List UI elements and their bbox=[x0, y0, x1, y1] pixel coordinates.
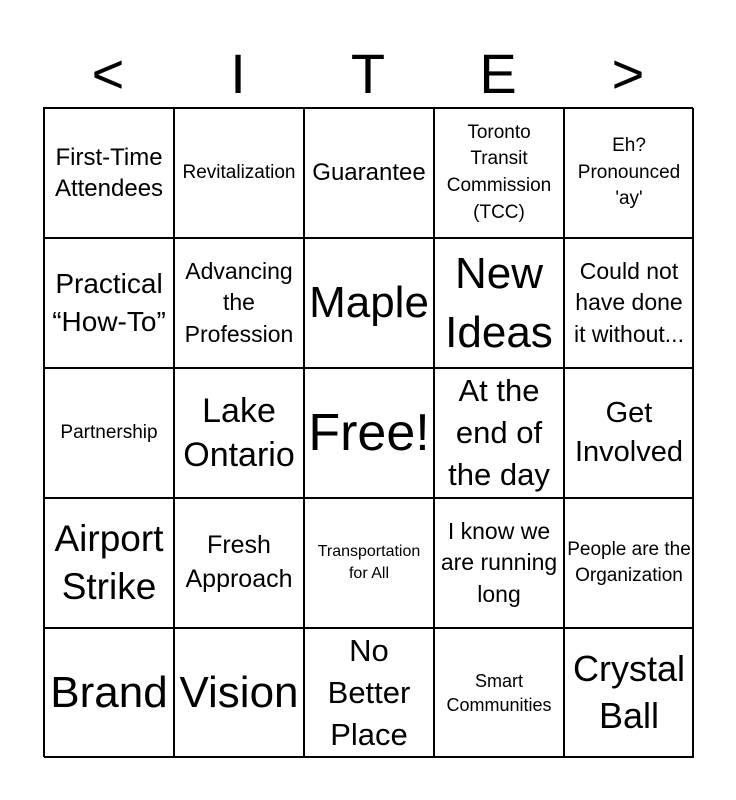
bingo-cell[interactable] bbox=[174, 498, 304, 628]
bingo-cell-label: I know we are running long bbox=[440, 518, 558, 607]
bingo-cell-label: Fresh Approach bbox=[185, 531, 293, 593]
bingo-cell[interactable] bbox=[174, 238, 304, 368]
bingo-cell[interactable] bbox=[564, 498, 694, 628]
bingo-header bbox=[43, 40, 693, 108]
bingo-cell-label: Revitalization bbox=[182, 161, 296, 183]
bingo-cell[interactable] bbox=[174, 628, 304, 758]
bingo-cell-label: At the end of the day bbox=[448, 373, 550, 492]
bingo-cell[interactable] bbox=[304, 628, 434, 758]
bingo-cell[interactable] bbox=[44, 498, 174, 628]
bingo-cell-label: Transportation for All bbox=[317, 542, 421, 582]
bingo-cell[interactable] bbox=[304, 498, 434, 628]
bingo-cell-label: Airport Strike bbox=[54, 517, 164, 607]
bingo-cell[interactable] bbox=[434, 238, 564, 368]
bingo-cell-label: Get Involved bbox=[574, 396, 683, 468]
bingo-cell-label: Practical “How-To” bbox=[52, 268, 166, 337]
bingo-cell[interactable] bbox=[434, 368, 564, 498]
bingo-cell[interactable] bbox=[434, 498, 564, 628]
bingo-cell-label: No Better Place bbox=[327, 633, 411, 752]
bingo-cell-label: Lake Ontario bbox=[183, 391, 295, 474]
bingo-cell[interactable] bbox=[564, 238, 694, 368]
bingo-cell-label: Maple bbox=[309, 277, 429, 327]
bingo-cell[interactable] bbox=[174, 368, 304, 498]
bingo-board bbox=[43, 107, 693, 757]
bingo-cell-label: Crystal Ball bbox=[572, 648, 685, 736]
bingo-cell[interactable] bbox=[304, 238, 434, 368]
bingo-cell[interactable] bbox=[304, 368, 434, 498]
header-letter-5: > bbox=[611, 42, 645, 105]
bingo-cell-label: First-Time Attendees bbox=[54, 143, 164, 202]
bingo-cell[interactable] bbox=[44, 368, 174, 498]
bingo-cell-label: Advancing the Profession bbox=[184, 258, 294, 347]
bingo-cell-label: Could not have done it without... bbox=[574, 258, 684, 347]
bingo-cell[interactable] bbox=[174, 108, 304, 238]
header-letter-1: < bbox=[91, 42, 125, 105]
header-letter-4: E bbox=[479, 42, 517, 105]
bingo-cell-label: New Ideas bbox=[445, 248, 553, 357]
bingo-cell[interactable] bbox=[564, 108, 694, 238]
bingo-cell-label: Free! bbox=[308, 403, 430, 462]
bingo-cell[interactable] bbox=[44, 238, 174, 368]
bingo-cell[interactable] bbox=[44, 628, 174, 758]
bingo-cell[interactable] bbox=[564, 368, 694, 498]
bingo-cell[interactable] bbox=[434, 628, 564, 758]
bingo-cell[interactable] bbox=[304, 108, 434, 238]
bingo-cell-label: Partnership bbox=[60, 421, 158, 443]
header-letter-3: T bbox=[350, 42, 386, 105]
bingo-cell[interactable] bbox=[564, 628, 694, 758]
bingo-cell-label: Brand bbox=[50, 667, 168, 717]
bingo-cell[interactable] bbox=[434, 108, 564, 238]
bingo-cell-label: People are the Organization bbox=[567, 539, 691, 586]
bingo-cell-label: Eh? Pronounced 'ay' bbox=[577, 135, 681, 210]
bingo-cell-label: Smart Communities bbox=[446, 670, 552, 715]
bingo-cell-label: Toronto Transit Commission (TCC) bbox=[446, 121, 552, 223]
bingo-cell-label: Vision bbox=[179, 667, 299, 717]
bingo-cell-label: Guarantee bbox=[312, 158, 426, 186]
header-letter-2: I bbox=[230, 42, 246, 105]
bingo-cell[interactable] bbox=[44, 108, 174, 238]
